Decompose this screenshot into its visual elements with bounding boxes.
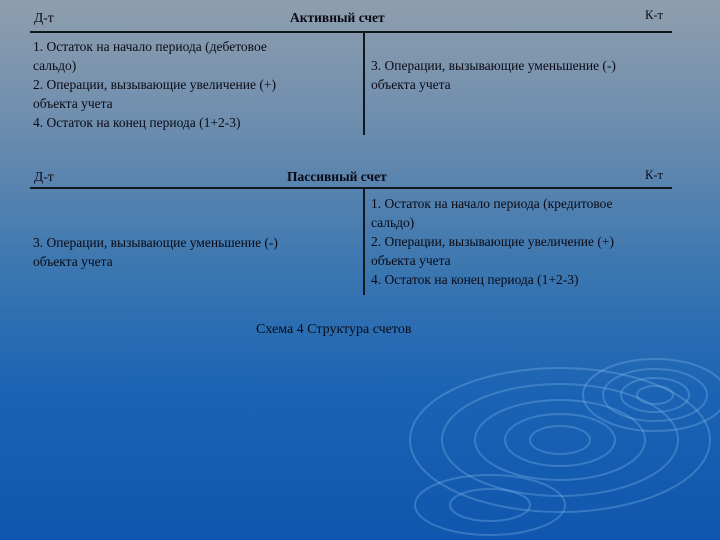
passive-account-title: Пассивный счет xyxy=(287,169,387,184)
passive-right-line: 1. Остаток на начало периода (кредитовое xyxy=(371,196,613,211)
active-left-line: 4. Остаток на конец периода (1+2-3) xyxy=(33,115,241,130)
active-left-line: 2. Операции, вызывающие увеличение (+) xyxy=(33,77,276,92)
passive-right-line: 4. Остаток на конец периода (1+2-3) xyxy=(371,272,579,287)
passive-right-line: объекта учета xyxy=(371,253,451,268)
passive-left-line: объекта учета xyxy=(33,254,113,269)
passive-vertical-line xyxy=(363,187,365,295)
active-credit-column xyxy=(371,56,671,94)
active-debit-column xyxy=(33,37,353,132)
passive-debit-column xyxy=(33,233,355,271)
passive-credit-column xyxy=(371,194,666,289)
passive-debit-label: Д-т xyxy=(34,169,54,184)
active-account-title: Активный счет xyxy=(290,10,385,25)
passive-credit-label: К-т xyxy=(645,168,663,182)
active-horizontal-line xyxy=(30,31,672,33)
passive-horizontal-line xyxy=(30,187,672,189)
active-right-line: объекта учета xyxy=(371,77,451,92)
active-right-line: 3. Операции, вызывающие уменьшение (-) xyxy=(371,58,616,73)
passive-left-line: 3. Операции, вызывающие уменьшение (-) xyxy=(33,235,278,250)
active-left-line: сальдо) xyxy=(33,58,77,73)
active-left-line: 1. Остаток на начало периода (дебетовое xyxy=(33,39,267,54)
active-left-line: объекта учета xyxy=(33,96,113,111)
diagram-caption: Схема 4 Структура счетов xyxy=(256,322,412,337)
active-debit-label: Д-т xyxy=(34,10,54,25)
active-vertical-line xyxy=(363,31,365,135)
passive-right-line: сальдо) xyxy=(371,215,415,230)
active-credit-label: К-т xyxy=(645,8,663,22)
passive-right-line: 2. Операции, вызывающие увеличение (+) xyxy=(371,234,614,249)
